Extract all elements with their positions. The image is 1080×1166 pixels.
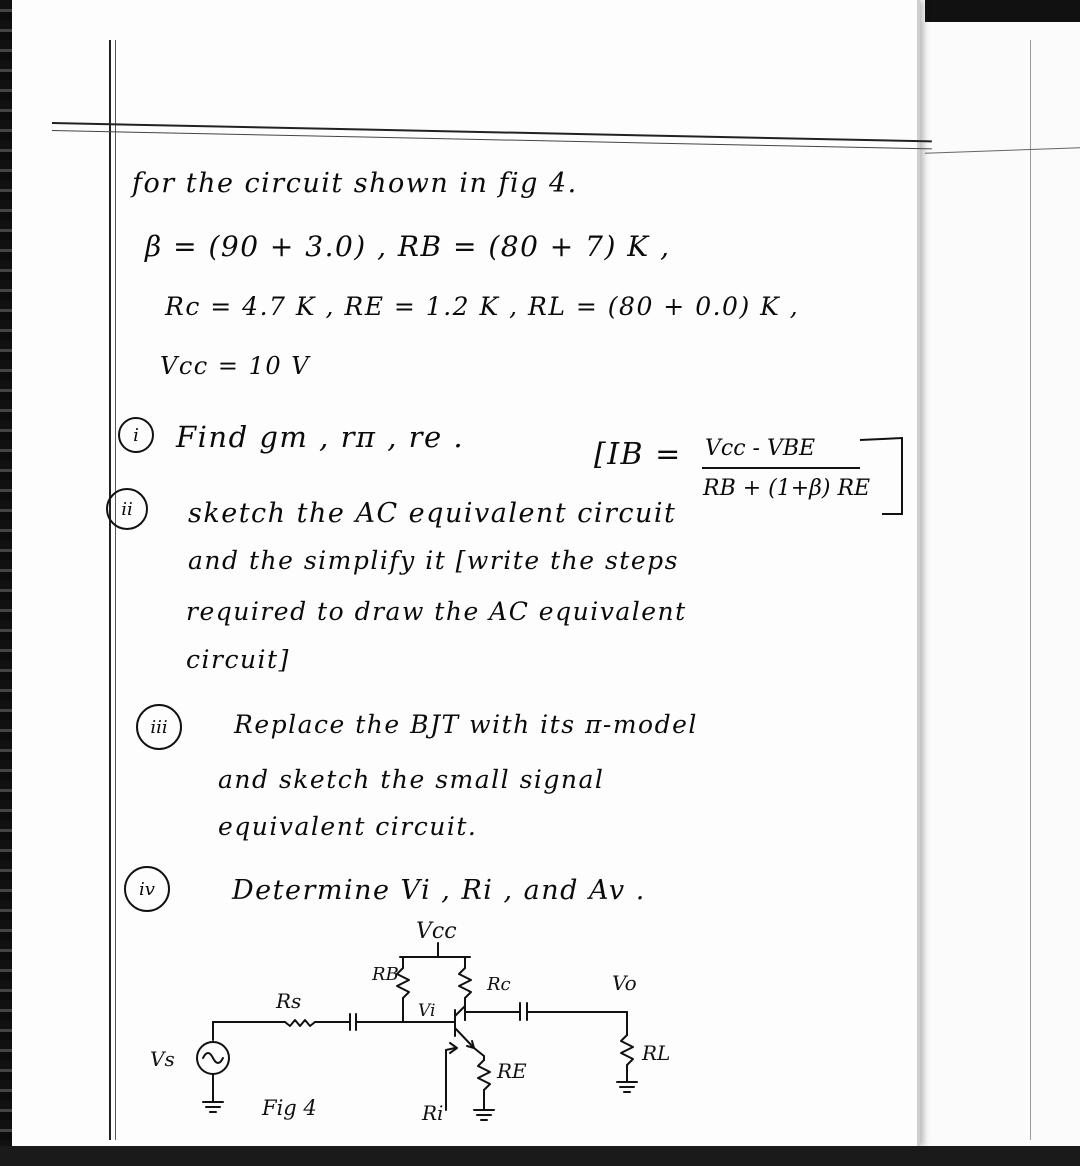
problem-intro: for the circuit shown in fig 4. [132,168,578,199]
figure-caption: Fig 4 [262,1096,317,1120]
part-ii-line: and the simplify it [write the steps [188,546,679,575]
part-iv-text: Determine Vi , Ri , and Av . [232,875,646,906]
formula-denominator: RB + (1+β) RE [703,476,871,501]
part-number-circle: ii [106,488,148,530]
problem-vcc: Vcc = 10 V [160,352,311,380]
part-iii-line: Replace the BJT with its π-model [234,710,698,739]
part-number-circle: iii [136,704,182,750]
part-iii-line: and sketch the small signal [218,765,605,794]
part-iii-line: equivalent circuit. [218,812,478,841]
label-vs: Vs [150,1047,175,1071]
part-ii-line: circuit] [186,645,290,674]
part-number-circle: iv [124,866,170,912]
problem-rc-re-rl: Rc = 4.7 K , RE = 1.2 K , RL = (80 + 0.0) K , [165,292,800,321]
part-i-text: Find gm , rπ , re . [176,420,465,454]
part-number-circle: i [118,417,154,453]
formula-lhs: [IB = [594,437,682,472]
scan-edge-bottom [0,1146,1080,1166]
label-vo: Vo [612,971,637,995]
formula-numerator: Vcc - VBE [705,436,816,461]
problem-beta-rb: β = (90 + 3.0) , RB = (80 + 7) K , [145,230,671,263]
label-rl: RL [642,1041,671,1065]
label-rc: Rc [487,974,511,995]
label-re: RE [497,1059,527,1083]
label-rs: Rs [276,989,302,1013]
label-vi: Vi [418,1001,436,1021]
part-ii-line: sketch the AC equivalent circuit [188,498,677,529]
label-rb: RB [372,964,399,985]
label-ri: Ri [422,1101,444,1125]
label-vcc: Vcc [416,919,457,944]
part-ii-line: required to draw the AC equivalent [186,597,687,626]
